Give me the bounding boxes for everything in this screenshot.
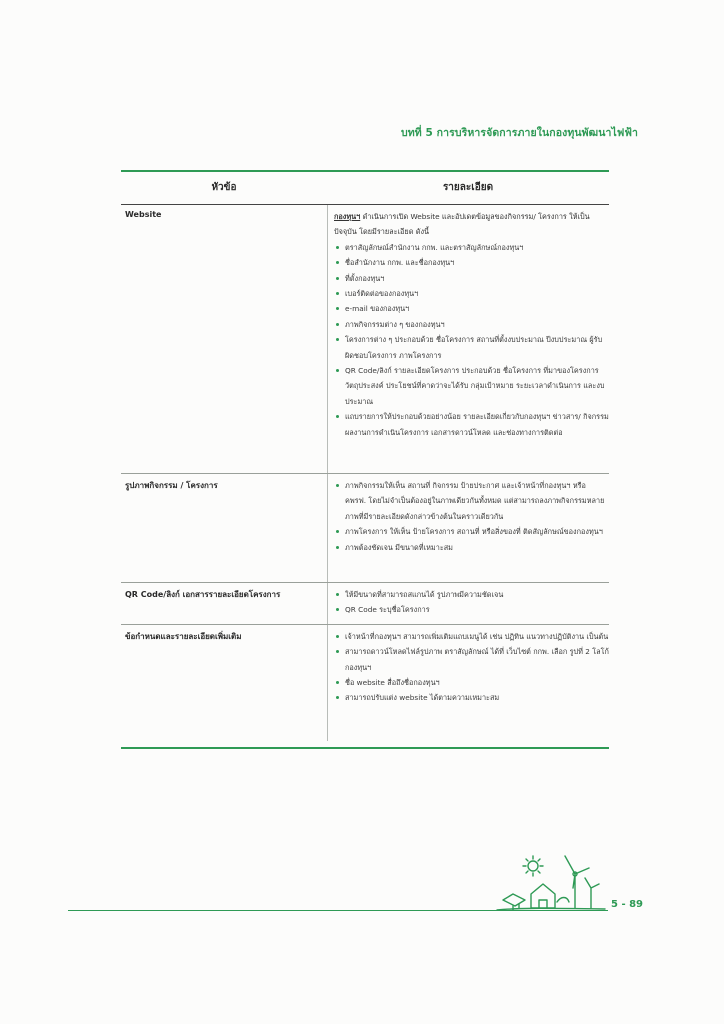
row-topic: ข้อกำหนดและรายละเอียดเพิ่มเติม	[125, 631, 242, 641]
list-item: ชื่อสำนักงาน กกพ. และชื่อกองทุนฯ	[334, 255, 609, 270]
intro-text: ดำเนินการเปิด Website และอัปเดตข้อมูลของกิจกรรม/ โครงการ ให้เป็นปัจจุบัน โดยมีรายละเอียด ดังนี้	[334, 212, 590, 237]
list-item: QR Code/ลิงก์ รายละเอียดโครงการ ประกอบด้วย ชื่อโครงการ ที่มาของโครงการ วัตถุประสงค์ ประโยชน์ที่คาดว่าจะได้รับ กลุ่มเป้าหมาย ระยะเวลาดำเนินการ และงบประมาณ	[334, 363, 609, 409]
list-item: ภาพกิจกรรมให้เห็น สถานที่ กิจกรรม ป้ายประกาศ และเจ้าหน้าที่กองทุนฯ หรือ คพรฟ. โดยไม่จำเป็นต้องอยู่ในภาพเดียวกันทั้งหมด แต่สามารถลงภาพกิจกรรมหลายภาพที่มีรายละเอียดดังกล่าวข้างต้นในคราวเดียวกัน	[334, 478, 609, 524]
table-row	[121, 205, 609, 473]
list-item: แถบรายการให้ประกอบด้วยอย่างน้อย รายละเอียดเกี่ยวกับกองทุนฯ ข่าวสาร/ กิจกรรม ผลงานการดำเนินโครงการ เอกสารดาวน์โหลด และช่องทางการติดต่อ	[334, 409, 609, 440]
list-item: ตราสัญลักษณ์สำนักงาน กกพ. และตราสัญลักษณ์กองทุนฯ	[334, 240, 609, 255]
page-number: 5 - 89	[611, 899, 643, 910]
list-item: ภาพกิจกรรมต่าง ๆ ของกองทุนฯ	[334, 317, 609, 332]
row-detail	[327, 625, 609, 741]
intro-emphasis: กองทุนฯ	[334, 212, 361, 221]
footer-rule	[68, 910, 608, 911]
list-item: QR Code ระบุชื่อโครงการ	[334, 602, 609, 617]
renewable-energy-illustration-icon	[495, 852, 607, 914]
row-detail	[327, 474, 609, 582]
header-topic: หัวข้อ	[211, 182, 237, 193]
list-item: โครงการต่าง ๆ ประกอบด้วย ชื่อโครงการ สถานที่ตั้งงบประมาณ ปีงบประมาณ ผู้รับผิดชอบโครงการ ภาพโครงการ	[334, 332, 609, 363]
bullet-list	[334, 629, 609, 706]
row-topic: QR Code/ลิงก์ เอกสารรายละเอียดโครงการ	[125, 590, 281, 599]
table-row	[121, 624, 609, 741]
detail-table	[121, 171, 609, 741]
row-topic: Website	[125, 210, 162, 219]
list-item: ให้มีขนาดที่สามารถสแกนได้ รูปภาพมีความชัดเจน	[334, 587, 609, 602]
bullet-list	[334, 587, 609, 618]
list-item: ภาพโครงการ ให้เห็น ป้ายโครงการ สถานที่ หรือสิ่งของที่ ติดสัญลักษณ์ของกองทุนฯ	[334, 524, 609, 539]
table-row	[121, 582, 609, 624]
list-item: ชื่อ website สื่อถึงชื่อกองทุนฯ	[334, 675, 609, 690]
list-item: เบอร์ติดต่อของกองทุนฯ	[334, 286, 609, 301]
row-detail	[327, 583, 609, 624]
list-item: สามารถดาวน์โหลดไฟล์รูปภาพ ตราสัญลักษณ์ ได้ที่ เว็บไซต์ กกพ. เลือก รูปที่ 2 โลโก้กองทุนฯ	[334, 644, 609, 675]
table-row	[121, 473, 609, 582]
list-item: ภาพต้องชัดเจน มีขนาดที่เหมาะสม	[334, 540, 609, 555]
header-detail: รายละเอียด	[442, 182, 494, 193]
list-item: e-mail ของกองทุนฯ	[334, 301, 609, 316]
table-bottom-rule	[121, 747, 609, 749]
row-topic: รูปภาพกิจกรรม / โครงการ	[125, 481, 218, 490]
bullet-list	[334, 478, 609, 555]
table-header	[121, 171, 609, 205]
row-intro	[334, 209, 609, 240]
bullet-list	[334, 240, 609, 440]
list-item: สามารถปรับแต่ง website ได้ตามความเหมาะสม	[334, 690, 609, 705]
list-item: ที่ตั้งกองทุนฯ	[334, 271, 609, 286]
chapter-title: บทที่ 5 การบริหารจัดการภายในกองทุนพัฒนาไฟฟ้า	[400, 127, 638, 139]
table-body	[121, 205, 609, 741]
row-detail	[327, 205, 609, 473]
list-item: เจ้าหน้าที่กองทุนฯ สามารถเพิ่มเติมแถบเมนูได้ เช่น ปฏิทิน แนวทางปฏิบัติงาน เป็นต้น	[334, 629, 609, 644]
